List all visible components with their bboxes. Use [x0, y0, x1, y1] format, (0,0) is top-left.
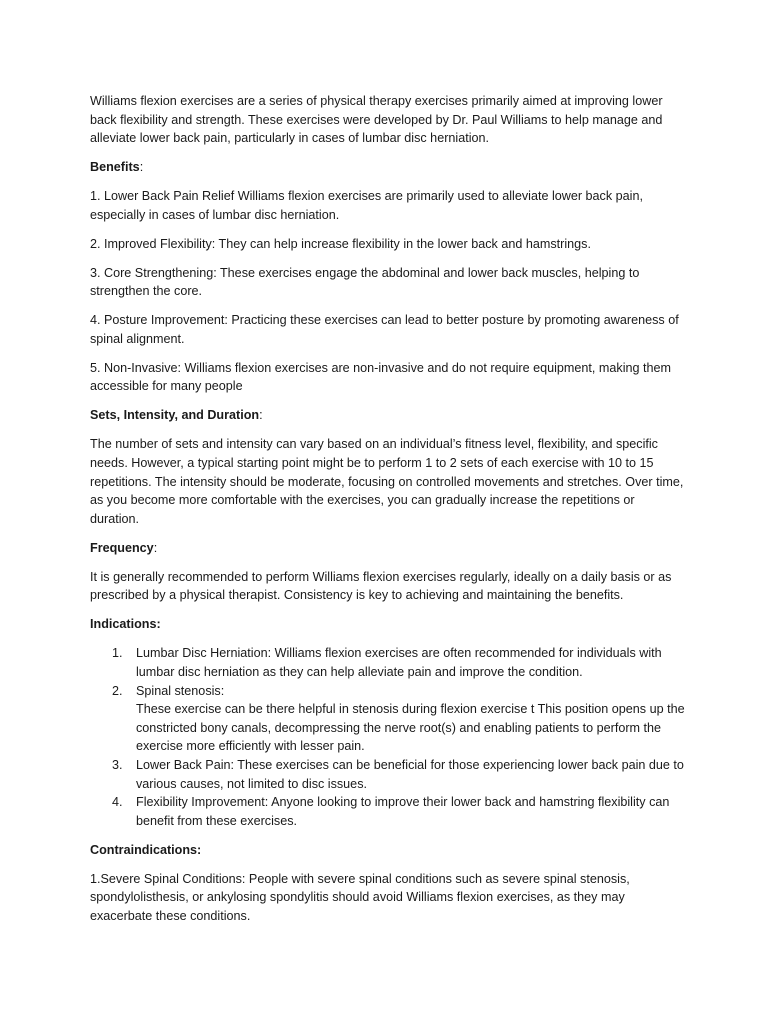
indication-subtext: These exercise can be there helpful in stenosis during flexion exercise t This position opens up the constricted bony canals, decompressing the nerve root(s) and enabling patients to perform the exercise more efficiently with lesser pain. — [136, 702, 685, 754]
benefit-item-3: 3. Core Strengthening: These exercises engage the abdominal and lower back muscles, helping to strengthen the core. — [90, 265, 640, 299]
benefit-item-4: 4. Posture Improvement: Practicing these exercises can lead to better posture by promoting awareness of spinal alignment. — [90, 313, 679, 346]
benefits-heading-text: Benefits — [90, 160, 140, 175]
contraindications-heading-text: Contraindications: — [90, 842, 202, 857]
contraindication-item-1: 1.Severe Spinal Conditions: People with severe spinal conditions such as severe spinal stenosis, spondylolisthesis, or ankylosing spondylitis should avoid Williams flexion exercises, as they may exacerbate these conditions. — [90, 871, 630, 923]
sets-heading-colon: : — [259, 408, 263, 423]
indication-number: 2. — [112, 683, 123, 698]
frequency-heading-text: Frequency — [90, 540, 154, 555]
indication-text: Lower Back Pain: These exercises can be beneficial for those experiencing lower back pain due to various causes, not limited to disc issues. — [136, 757, 684, 791]
indication-text: Lumbar Disc Herniation: Williams flexion exercises are often recommended for individuals with lumbar disc herniation as they can help alleviate pain and improve the condition. — [136, 646, 662, 679]
frequency-heading-colon: : — [153, 540, 158, 555]
indication-item-3 — [90, 756, 686, 793]
frequency-heading — [90, 539, 686, 558]
indication-number: 3. — [112, 757, 123, 772]
indications-heading-text: Indications: — [90, 617, 161, 632]
indication-item-2 — [90, 682, 686, 756]
indication-number: 1. — [112, 646, 123, 661]
indication-text: Flexibility Improvement: Anyone looking to improve their lower back and hamstring flexibility can benefit from these exercises. — [136, 795, 670, 828]
indications-list — [90, 644, 686, 830]
indications-heading — [90, 615, 686, 634]
indication-item-1 — [90, 644, 686, 681]
frequency-paragraph: It is generally recommended to perform Williams flexion exercises regularly, ideally on a daily basis or as prescribed by a physical therapist. Consistency is key to achieving and maintaining the benefits. — [90, 569, 672, 603]
sets-heading-text: Sets, Intensity, and Duration — [90, 408, 260, 423]
contraindications-heading — [90, 841, 686, 860]
benefits-heading-colon: : — [139, 160, 144, 175]
sets-heading — [90, 406, 686, 425]
indication-item-4 — [90, 793, 686, 830]
benefit-item-5: 5. Non-Invasive: Williams flexion exercises are non-invasive and do not require equipment, making them accessible for many people — [90, 360, 671, 394]
intro-paragraph: Williams flexion exercises are a series of physical therapy exercises primarily aimed at improving lower back flexibility and strength. These exercises were developed by Dr. Paul Williams to help manage and alleviate lower back pain, particularly in cases of lumbar disc herniation. — [90, 94, 663, 146]
indication-text: Spinal stenosis: — [136, 683, 225, 698]
benefits-heading — [90, 158, 686, 177]
benefit-item-2: 2. Improved Flexibility: They can help increase flexibility in the lower back and hamstrings. — [90, 236, 591, 251]
indication-number: 4. — [112, 795, 123, 810]
benefit-item-1: 1. Lower Back Pain Relief Williams flexion exercises are primarily used to alleviate lower back pain, especially in cases of lumbar disc herniation. — [90, 189, 643, 222]
sets-paragraph: The number of sets and intensity can vary based on an individual’s fitness level, flexibility, and specific needs. However, a typical starting point might be to perform 1 to 2 sets of each exercise with 10 to 15 repetitions. The intensity should be moderate, focusing on controlled movements and stretches. Over time, as you become more comfortable with the exercises, you can gradually increase the repetitions or duration. — [90, 437, 684, 526]
